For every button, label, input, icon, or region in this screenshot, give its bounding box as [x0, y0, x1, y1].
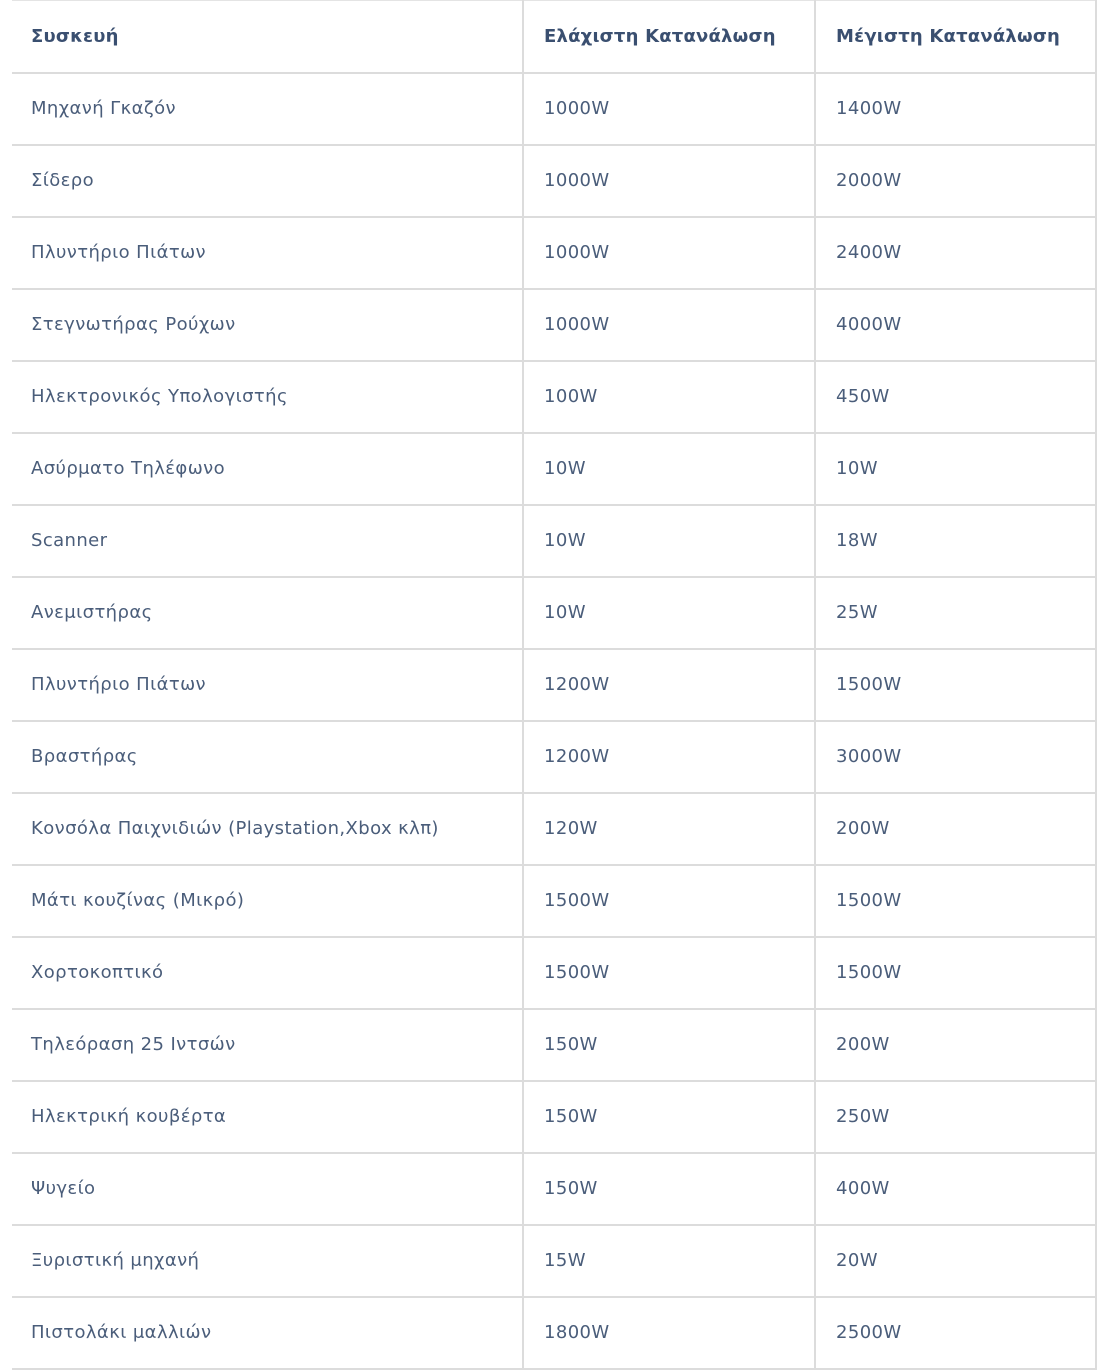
cell-max-consumption: 200W	[815, 793, 1096, 865]
cell-appliance: Ψυγείο	[12, 1153, 523, 1225]
cell-appliance: Σίδερο	[12, 145, 523, 217]
cell-appliance: Βραστήρας	[12, 721, 523, 793]
cell-min-consumption: 10W	[523, 577, 815, 649]
table-row	[12, 1081, 1096, 1153]
table-row	[12, 1009, 1096, 1081]
cell-max-consumption: 2400W	[815, 217, 1096, 289]
cell-max-consumption: 25W	[815, 577, 1096, 649]
cell-min-consumption: 100W	[523, 361, 815, 433]
cell-appliance: Ασύρματο Τηλέφωνο	[12, 433, 523, 505]
cell-max-consumption: 1500W	[815, 937, 1096, 1009]
cell-appliance: Πιστολάκι μαλλιών	[12, 1297, 523, 1369]
cell-max-consumption: 10W	[815, 433, 1096, 505]
cell-min-consumption: 1000W	[523, 73, 815, 145]
table-row	[12, 577, 1096, 649]
cell-appliance: Στεγνωτήρας Ρούχων	[12, 289, 523, 361]
cell-appliance: Κονσόλα Παιχνιδιών (Playstation,Xbox κλπ)	[12, 793, 523, 865]
cell-max-consumption: 200W	[815, 1009, 1096, 1081]
cell-min-consumption: 120W	[523, 793, 815, 865]
cell-max-consumption: 3000W	[815, 721, 1096, 793]
cell-min-consumption: 1200W	[523, 721, 815, 793]
appliance-consumption-table	[12, 0, 1097, 1370]
cell-appliance: Ανεμιστήρας	[12, 577, 523, 649]
table-row	[12, 289, 1096, 361]
cell-min-consumption: 1000W	[523, 289, 815, 361]
table-body	[12, 73, 1096, 1369]
table-row	[12, 1153, 1096, 1225]
cell-appliance: Scanner	[12, 505, 523, 577]
cell-max-consumption: 400W	[815, 1153, 1096, 1225]
table-row	[12, 1297, 1096, 1369]
table-row	[12, 361, 1096, 433]
header-min-consumption: Ελάχιστη Κατανάλωση	[523, 1, 815, 73]
cell-appliance: Ξυριστική μηχανή	[12, 1225, 523, 1297]
cell-appliance: Χορτοκοπτικό	[12, 937, 523, 1009]
cell-min-consumption: 1500W	[523, 865, 815, 937]
cell-max-consumption: 2500W	[815, 1297, 1096, 1369]
cell-min-consumption: 15W	[523, 1225, 815, 1297]
cell-max-consumption: 20W	[815, 1225, 1096, 1297]
cell-min-consumption: 1200W	[523, 649, 815, 721]
cell-min-consumption: 1800W	[523, 1297, 815, 1369]
cell-max-consumption: 2000W	[815, 145, 1096, 217]
cell-min-consumption: 150W	[523, 1009, 815, 1081]
cell-appliance: Ηλεκτρονικός Υπολογιστής	[12, 361, 523, 433]
table-row	[12, 505, 1096, 577]
cell-appliance: Τηλεόραση 25 Ιντσών	[12, 1009, 523, 1081]
cell-appliance: Μάτι κουζίνας (Μικρό)	[12, 865, 523, 937]
cell-appliance: Πλυντήριο Πιάτων	[12, 217, 523, 289]
cell-min-consumption: 150W	[523, 1153, 815, 1225]
table-row	[12, 793, 1096, 865]
cell-max-consumption: 450W	[815, 361, 1096, 433]
cell-min-consumption: 1500W	[523, 937, 815, 1009]
table-row	[12, 649, 1096, 721]
table-row	[12, 1225, 1096, 1297]
cell-max-consumption: 1500W	[815, 865, 1096, 937]
table-row	[12, 73, 1096, 145]
table-row	[12, 217, 1096, 289]
cell-appliance: Ηλεκτρική κουβέρτα	[12, 1081, 523, 1153]
cell-max-consumption: 4000W	[815, 289, 1096, 361]
table-row	[12, 865, 1096, 937]
cell-max-consumption: 1400W	[815, 73, 1096, 145]
cell-min-consumption: 10W	[523, 433, 815, 505]
cell-appliance: Μηχανή Γκαζόν	[12, 73, 523, 145]
table-row	[12, 721, 1096, 793]
cell-min-consumption: 1000W	[523, 217, 815, 289]
table-row	[12, 145, 1096, 217]
appliance-consumption-table-container	[12, 0, 1096, 1370]
cell-max-consumption: 1500W	[815, 649, 1096, 721]
cell-min-consumption: 1000W	[523, 145, 815, 217]
cell-min-consumption: 150W	[523, 1081, 815, 1153]
cell-max-consumption: 18W	[815, 505, 1096, 577]
header-max-consumption: Μέγιστη Κατανάλωση	[815, 1, 1096, 73]
table-row	[12, 433, 1096, 505]
cell-min-consumption: 10W	[523, 505, 815, 577]
table-row	[12, 937, 1096, 1009]
cell-appliance: Πλυντήριο Πιάτων	[12, 649, 523, 721]
cell-max-consumption: 250W	[815, 1081, 1096, 1153]
table-header-row	[12, 1, 1096, 73]
header-appliance: Συσκευή	[12, 1, 523, 73]
